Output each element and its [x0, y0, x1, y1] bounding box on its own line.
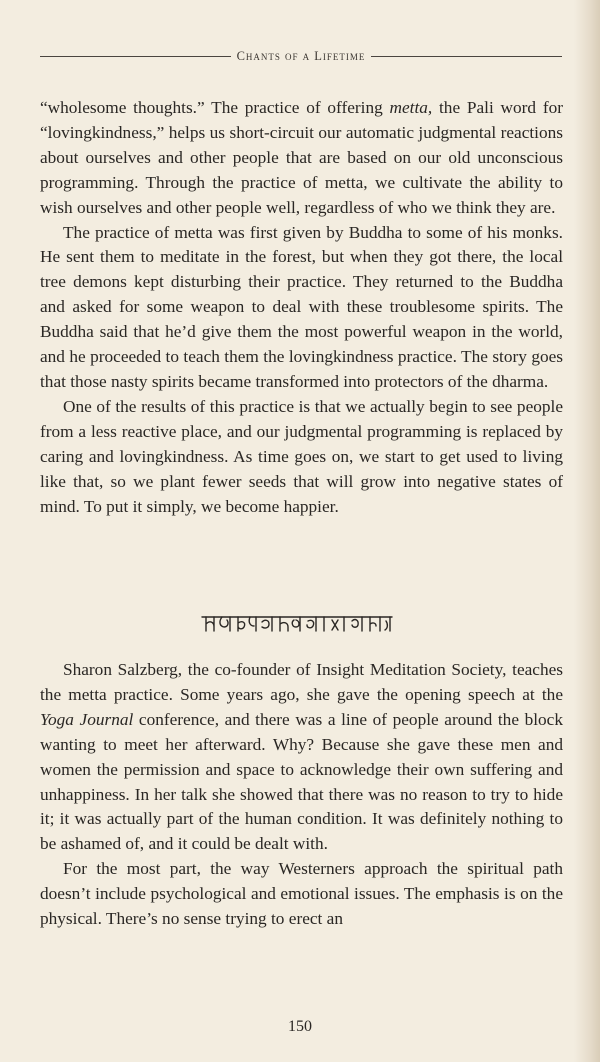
- body-text-bottom: [40, 658, 563, 932]
- body-text-top: [40, 96, 563, 519]
- header-rule-right: [371, 56, 562, 57]
- header-rule-left: [40, 56, 231, 57]
- italic-title-yoga-journal: Yoga Journal: [40, 709, 134, 729]
- paragraph-4: Sharon Salzberg, the co-founder of Insight Meditation Society, teaches the metta practice. Some years ago, she gave the opening speech at the Yoga Journal conference, and there was a line of people around the block wanting to meet her afterward. Why? Because she gave these men and women the permission and space to acknowledge their own suffering and unhappiness. In her talk she showed that there was no reason to try to hide it; it was actually part of the human condition. It was definitely nothing to be ashamed of, and it could be dealt with.: [40, 660, 563, 854]
- paragraph-1: “wholesome thoughts.” The practice of offering metta, the Pali word for “lovingkindness,” helps us short-circuit our automatic judgmental reactions about ourselves and other people that are based on our old unconscious programming. Through the practice of metta, we cultivate the ability to wish ourselves and other people well, regardless of who we think they are.: [40, 98, 563, 217]
- running-header: [40, 44, 562, 68]
- italic-term-metta: metta,: [389, 98, 433, 117]
- paragraph-5: For the most part, the way Westerners approach the spiritual path doesn’t include psychological and emotional issues. The emphasis is on the physical. There’s no sense trying to erect an: [40, 859, 563, 929]
- paragraph-3: One of the results of this practice is that we actually begin to see people from a less reactive place, and our judgmental programming is replaced by caring and lovingkindness. As time goes on, we start to get used to living like that, so we plant fewer seeds that will grow into negative states of mind. To put it simply, we become happier.: [40, 396, 563, 516]
- page-edge-shadow: [574, 0, 600, 1062]
- devanagari-ornament-icon: [200, 612, 395, 638]
- ornament-glyphs-icon: [200, 612, 395, 638]
- running-header-title: Chants of a Lifetime: [236, 48, 366, 63]
- paragraph-2: The practice of metta was first given by Buddha to some of his monks. He sent them to meditate in the forest, but when they got there, the local tree demons kept disturbing their practice. They returned to the Buddha and asked for some weapon to deal with these troublesome spirits. The Buddha said that he’d give them the most powerful weapon in the world, and he proceeded to teach them the lovingkindness practice. The story goes that those nasty spirits became transformed into protectors of the dharma.: [40, 222, 563, 391]
- page-number: 150: [288, 1018, 312, 1035]
